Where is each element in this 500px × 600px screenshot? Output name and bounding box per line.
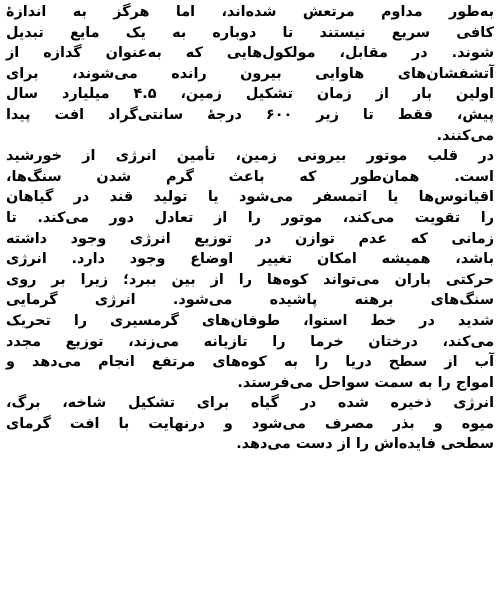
- text-line: حرکتی باران می‌تواند کوه‌ها را از بین ببرد؛ زیرا بر روی: [6, 271, 494, 288]
- text-line: سطحی فایده‌اش را از دست می‌دهد.: [236, 436, 494, 453]
- text-line: زمانی که عدم توازن در توزیع انرژی وجود داشته: [6, 230, 494, 247]
- text-line: به‌طور مداوم مرتعش شده‌اند، اما هرگز به اندازهٔ: [6, 4, 494, 20]
- text-line: اقیانوس‌ها یا اتمسفر می‌شود یا تولید قند در گیاهان: [6, 189, 494, 206]
- body-text: [6, 2, 494, 455]
- text-line: امواج را به سمت سواحل می‌فرستد.: [237, 374, 494, 391]
- paragraph-1: [6, 2, 494, 146]
- text-line: می‌کنند.: [436, 127, 494, 144]
- text-line: میوه و بذر مصرف می‌شود و درنهایت با افت گرمای: [6, 415, 494, 432]
- text-line: کافی سریع نیستند تا دوباره به یک مایع تبدیل: [6, 24, 494, 41]
- text-line: باشد، همیشه امکان تغییر اوضاع وجود دارد. انرژی: [6, 251, 494, 268]
- text-line: شوند. در مقابل، مولکول‌هایی که به‌عنوان گدازه از: [6, 45, 494, 62]
- text-line: می‌کند، درختان خرما را تازیانه می‌زند، توزیع مجدد: [6, 333, 494, 350]
- text-line: آتشفشان‌های هاوایی بیرون رانده می‌شوند، برای: [6, 65, 494, 82]
- text-line: شدید در خط استوا، طوفان‌های گرمسیری را تحریک: [6, 312, 494, 329]
- text-line: آب از سطح دریا را به کوه‌های مرتفع انجام می‌دهد و: [6, 354, 494, 371]
- paragraph-3: [6, 393, 494, 455]
- text-line: سنگ‌های برهنه پاشیده می‌شود. انرژی گرمایی: [6, 292, 494, 309]
- paragraph-2: [6, 146, 494, 393]
- text-line: را تقویت می‌کند، موتور را از تعادل دور می‌کند. تا: [6, 209, 494, 226]
- text-line: انرژی ذخیره شده در گیاه برای تشکیل شاخه، برگ،: [6, 395, 494, 412]
- text-line: است. همان‌طور که باعث گرم شدن سنگ‌ها،: [6, 168, 494, 185]
- text-line: در قلب موتور بیرونی زمین، تأمین انرژی از خورشید: [6, 148, 494, 165]
- text-line: اولین بار از زمان تشکیل زمین، ۴.۵ میلیارد سال: [6, 86, 494, 103]
- text-line: پیش، فقط تا زیر ۶۰۰ درجهٔ سانتی‌گراد افت پیدا: [6, 106, 495, 123]
